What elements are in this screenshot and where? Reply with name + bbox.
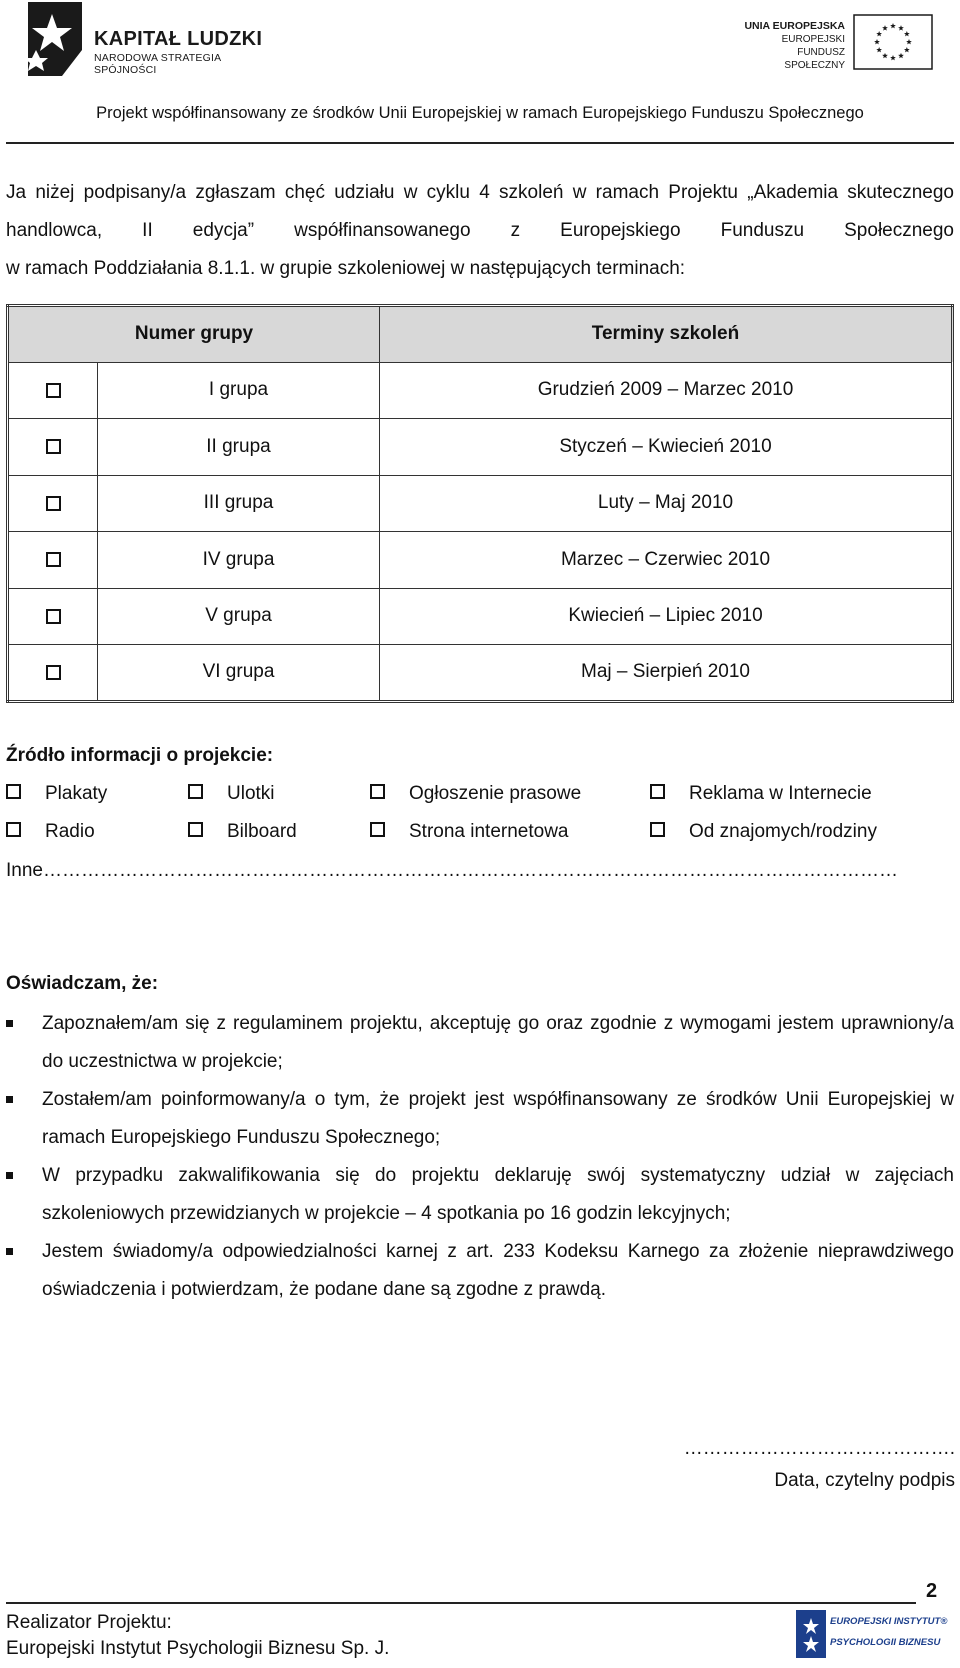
footer-divider: [6, 1602, 916, 1604]
page-number: 2: [926, 1580, 938, 1602]
group-checkbox[interactable]: [46, 609, 61, 624]
group-checkbox[interactable]: [46, 439, 61, 454]
declaration-text: W przypadku zakwalifikowania się do projektu deklaruję swój systematyczny udział w zajęciach szkoleniowych przewidzianych w projekcie – 4 spotkania po 16 godzin lekcyjnych;: [42, 1165, 954, 1224]
kapital-ludzki-logo: [22, 0, 272, 78]
list-item: [6, 1005, 954, 1081]
table-header-row: [8, 306, 953, 363]
header-divider: [6, 142, 954, 144]
source-label: Ulotki: [227, 783, 275, 804]
bullet-icon: [6, 1172, 13, 1179]
source-option[interactable]: [370, 821, 569, 843]
signature-label: Data, czytelny podpis: [774, 1470, 955, 1491]
declaration-list: [6, 1005, 954, 1309]
realizer-name: Europejski Instytut Psychologii Biznesu Sp. J.: [6, 1638, 390, 1659]
eipb-logo: [796, 1610, 948, 1666]
realizer-label: Realizator Projektu:: [6, 1612, 172, 1633]
source-checkbox[interactable]: [370, 822, 385, 837]
source-label: Plakaty: [45, 783, 108, 804]
logo-subtitle: NARODOWA STRATEGIA SPÓJNOŚCI: [94, 52, 221, 76]
group-checkbox[interactable]: [46, 665, 61, 680]
source-option[interactable]: [188, 783, 275, 805]
source-title: Źródło informacji o projekcie:: [6, 745, 274, 766]
table-row: [8, 645, 953, 702]
group-name: VI grupa: [98, 645, 380, 702]
group-dates: Grudzień 2009 – Marzec 2010: [380, 362, 953, 419]
declaration-text: Zostałem/am poinformowany/a o tym, że projekt jest współfinansowany ze środków Unii Europejskiej w ramach Europejskiego Funduszu Społecznego;: [42, 1089, 954, 1148]
declaration-text: Zapoznałem/am się z regulaminem projektu, akceptuję go oraz zgodnie z wymogami jestem uprawniony/a do uczestnictwa w projekcie;: [42, 1013, 954, 1072]
list-item: [6, 1081, 954, 1157]
source-option[interactable]: [370, 783, 581, 805]
intro-paragraph: [6, 174, 954, 288]
eu-flag-icon: [853, 14, 933, 70]
cofinancing-note: Projekt współfinansowany ze środków Unii Europejskiej w ramach Europejskiego Funduszu Społecznego: [96, 104, 864, 122]
source-option[interactable]: [188, 821, 297, 843]
intro-line2: w ramach Poddziałania 8.1.1. w grupie szkoleniowej w następujących terminach:: [6, 258, 686, 279]
table-row: [8, 362, 953, 419]
source-checkbox[interactable]: [650, 822, 665, 837]
table-row: [8, 419, 953, 476]
eu-line2: EUROPEJSKI: [781, 34, 845, 45]
header-group: Numer grupy: [8, 306, 380, 363]
source-checkbox[interactable]: [6, 822, 21, 837]
eu-logo: [735, 14, 935, 70]
source-label: Radio: [45, 821, 95, 842]
source-option[interactable]: [650, 821, 877, 843]
group-name: III grupa: [98, 475, 380, 532]
source-label: Bilboard: [227, 821, 297, 842]
group-name: II grupa: [98, 419, 380, 476]
group-checkbox[interactable]: [46, 383, 61, 398]
logo-title: KAPITAŁ LUDZKI: [94, 28, 263, 50]
group-dates: Luty – Maj 2010: [380, 475, 953, 532]
declaration-title: Oświadczam, że:: [6, 973, 159, 994]
eu-logo-text: [735, 20, 845, 72]
source-checkbox[interactable]: [650, 784, 665, 799]
source-option[interactable]: [6, 821, 95, 843]
group-dates: Styczeń – Kwiecień 2010: [380, 419, 953, 476]
kapital-ludzki-emblem-icon: [22, 0, 86, 76]
bullet-icon: [6, 1248, 13, 1255]
declaration-text: Jestem świadomy/a odpowiedzialności karnej z art. 233 Kodeksu Karnego za złożenie nieprawdziwego oświadczenia i potwierdzam, że podane dane są zgodne z prawdą.: [42, 1241, 954, 1300]
source-checkbox[interactable]: [188, 784, 203, 799]
source-label: Od znajomych/rodziny: [689, 821, 877, 842]
group-dates: Maj – Sierpień 2010: [380, 645, 953, 702]
signature-line[interactable]: …………………………………….: [683, 1438, 955, 1459]
group-dates: Kwiecień – Lipiec 2010: [380, 588, 953, 645]
eu-line1: UNIA EUROPEJSKA: [744, 20, 845, 32]
table-row: [8, 475, 953, 532]
group-dates: Marzec – Czerwiec 2010: [380, 532, 953, 589]
group-checkbox[interactable]: [46, 552, 61, 567]
table-row: [8, 532, 953, 589]
source-checkbox[interactable]: [188, 822, 203, 837]
eipb-logo-line1: EUROPEJSKI INSTYTUT®: [830, 1616, 948, 1627]
groups-table: [6, 304, 954, 703]
bullet-icon: [6, 1096, 13, 1103]
source-checkbox[interactable]: [370, 784, 385, 799]
eipb-logo-line2: PSYCHOLOGII BIZNESU: [830, 1637, 941, 1648]
source-option[interactable]: [6, 783, 107, 805]
eipb-logo-mark-icon: [796, 1610, 826, 1658]
list-item: [6, 1233, 954, 1309]
group-checkbox[interactable]: [46, 496, 61, 511]
source-option[interactable]: [650, 783, 872, 805]
group-name: IV grupa: [98, 532, 380, 589]
source-label: Strona internetowa: [409, 821, 569, 842]
header-dates: Terminy szkoleń: [380, 306, 953, 363]
list-item: [6, 1157, 954, 1233]
source-label: Reklama w Internecie: [689, 783, 872, 804]
group-name: V grupa: [98, 588, 380, 645]
source-label: Ogłoszenie prasowe: [409, 783, 582, 804]
bullet-icon: [6, 1020, 13, 1027]
source-checkbox[interactable]: [6, 784, 21, 799]
intro-line1: Ja niżej podpisany/a zgłaszam chęć udziału w cyklu 4 szkoleń w ramach Projektu „Akademia skutecznego handlowca, II edycja” współfinansowanego z Europejskiego Funduszu Społecznego: [6, 182, 954, 241]
group-name: I grupa: [98, 362, 380, 419]
eu-line3: FUNDUSZ SPOŁECZNY: [784, 47, 845, 71]
table-row: [8, 588, 953, 645]
source-other-field[interactable]: Inne………………………………………………………………………………………………………………………: [6, 860, 898, 881]
